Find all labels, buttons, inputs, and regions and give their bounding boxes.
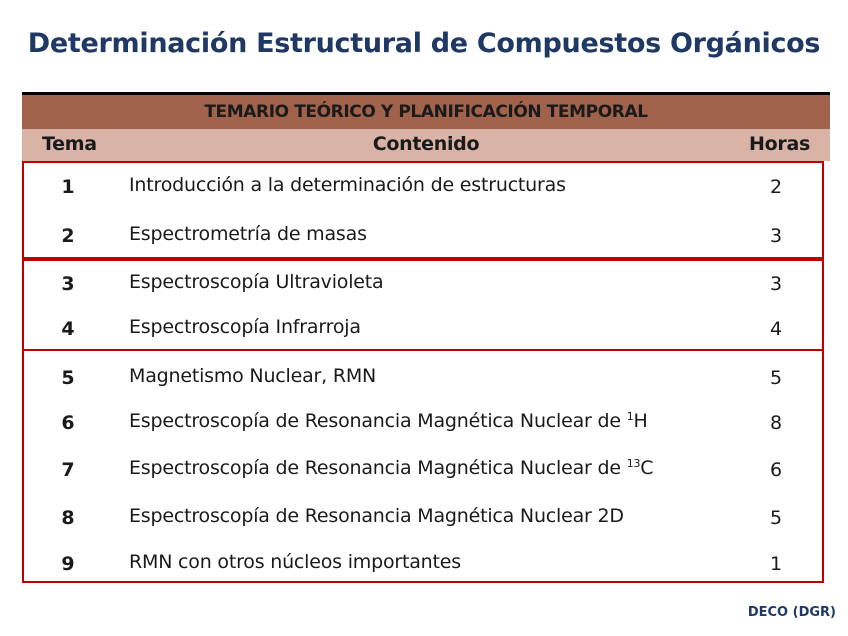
table-row: [22, 400, 830, 446]
tema-hours: 3: [769, 225, 783, 247]
tema-hours: 4: [769, 318, 783, 340]
footer-credit: DECO (DGR): [747, 605, 836, 620]
tema-content: Magnetismo Nuclear, RMN: [129, 365, 377, 387]
table-row: [22, 447, 830, 493]
table-row: [22, 355, 830, 401]
tema-number: 5: [61, 367, 75, 389]
table-header-row: [22, 129, 830, 161]
table-row: [22, 213, 830, 259]
column-header-tema: Tema: [42, 133, 97, 155]
tema-content: RMN con otros núcleos importantes: [129, 551, 461, 573]
tema-number: 3: [61, 273, 75, 295]
tema-content: Espectroscopía de Resonancia Magnética Nuclear 2D: [129, 505, 624, 527]
tema-hours: 3: [769, 273, 783, 295]
tema-content-nucleus: H: [633, 410, 648, 432]
table-row: [22, 495, 830, 541]
tema-hours: 5: [769, 367, 783, 389]
tema-content: Espectroscopía Infrarroja: [129, 316, 361, 338]
tema-hours: 1: [769, 553, 783, 575]
tema-content: Espectroscopía Ultravioleta: [129, 271, 384, 293]
table-banner: [22, 95, 830, 129]
tema-content: [129, 457, 653, 479]
isotope-superscript: 1: [626, 410, 634, 423]
tema-content: Introducción a la determinación de estructuras: [129, 174, 566, 196]
tema-hours: 2: [769, 176, 783, 198]
tema-number: 1: [61, 176, 75, 198]
isotope-superscript: 13: [626, 457, 641, 470]
tema-content: [129, 410, 648, 432]
table-row: [22, 541, 830, 587]
tema-number: 8: [61, 507, 75, 529]
tema-content-nucleus: C: [640, 457, 654, 479]
tema-content: Espectrometría de masas: [129, 223, 367, 245]
tema-number: 6: [61, 412, 75, 434]
column-header-horas: Horas: [749, 133, 810, 155]
tema-hours: 6: [769, 459, 783, 481]
tema-hours: 8: [769, 412, 783, 434]
tema-number: 7: [61, 459, 75, 481]
column-header-contenido: Contenido: [372, 133, 480, 155]
table-row: [22, 164, 830, 210]
tema-number: 9: [61, 553, 75, 575]
table-banner-text: TEMARIO TEÓRICO Y PLANIFICACIÓN TEMPORAL: [204, 102, 648, 122]
table-row: [22, 306, 830, 352]
tema-number: 2: [61, 225, 75, 247]
tema-number: 4: [61, 318, 75, 340]
tema-content-text: Espectroscopía de Resonancia Magnética Nuclear de: [129, 410, 627, 432]
page-title: Determinación Estructural de Compuestos Orgánicos: [27, 28, 821, 59]
tema-hours: 5: [769, 507, 783, 529]
table-row: [22, 261, 830, 307]
tema-content-text: Espectroscopía de Resonancia Magnética Nuclear de: [129, 457, 627, 479]
